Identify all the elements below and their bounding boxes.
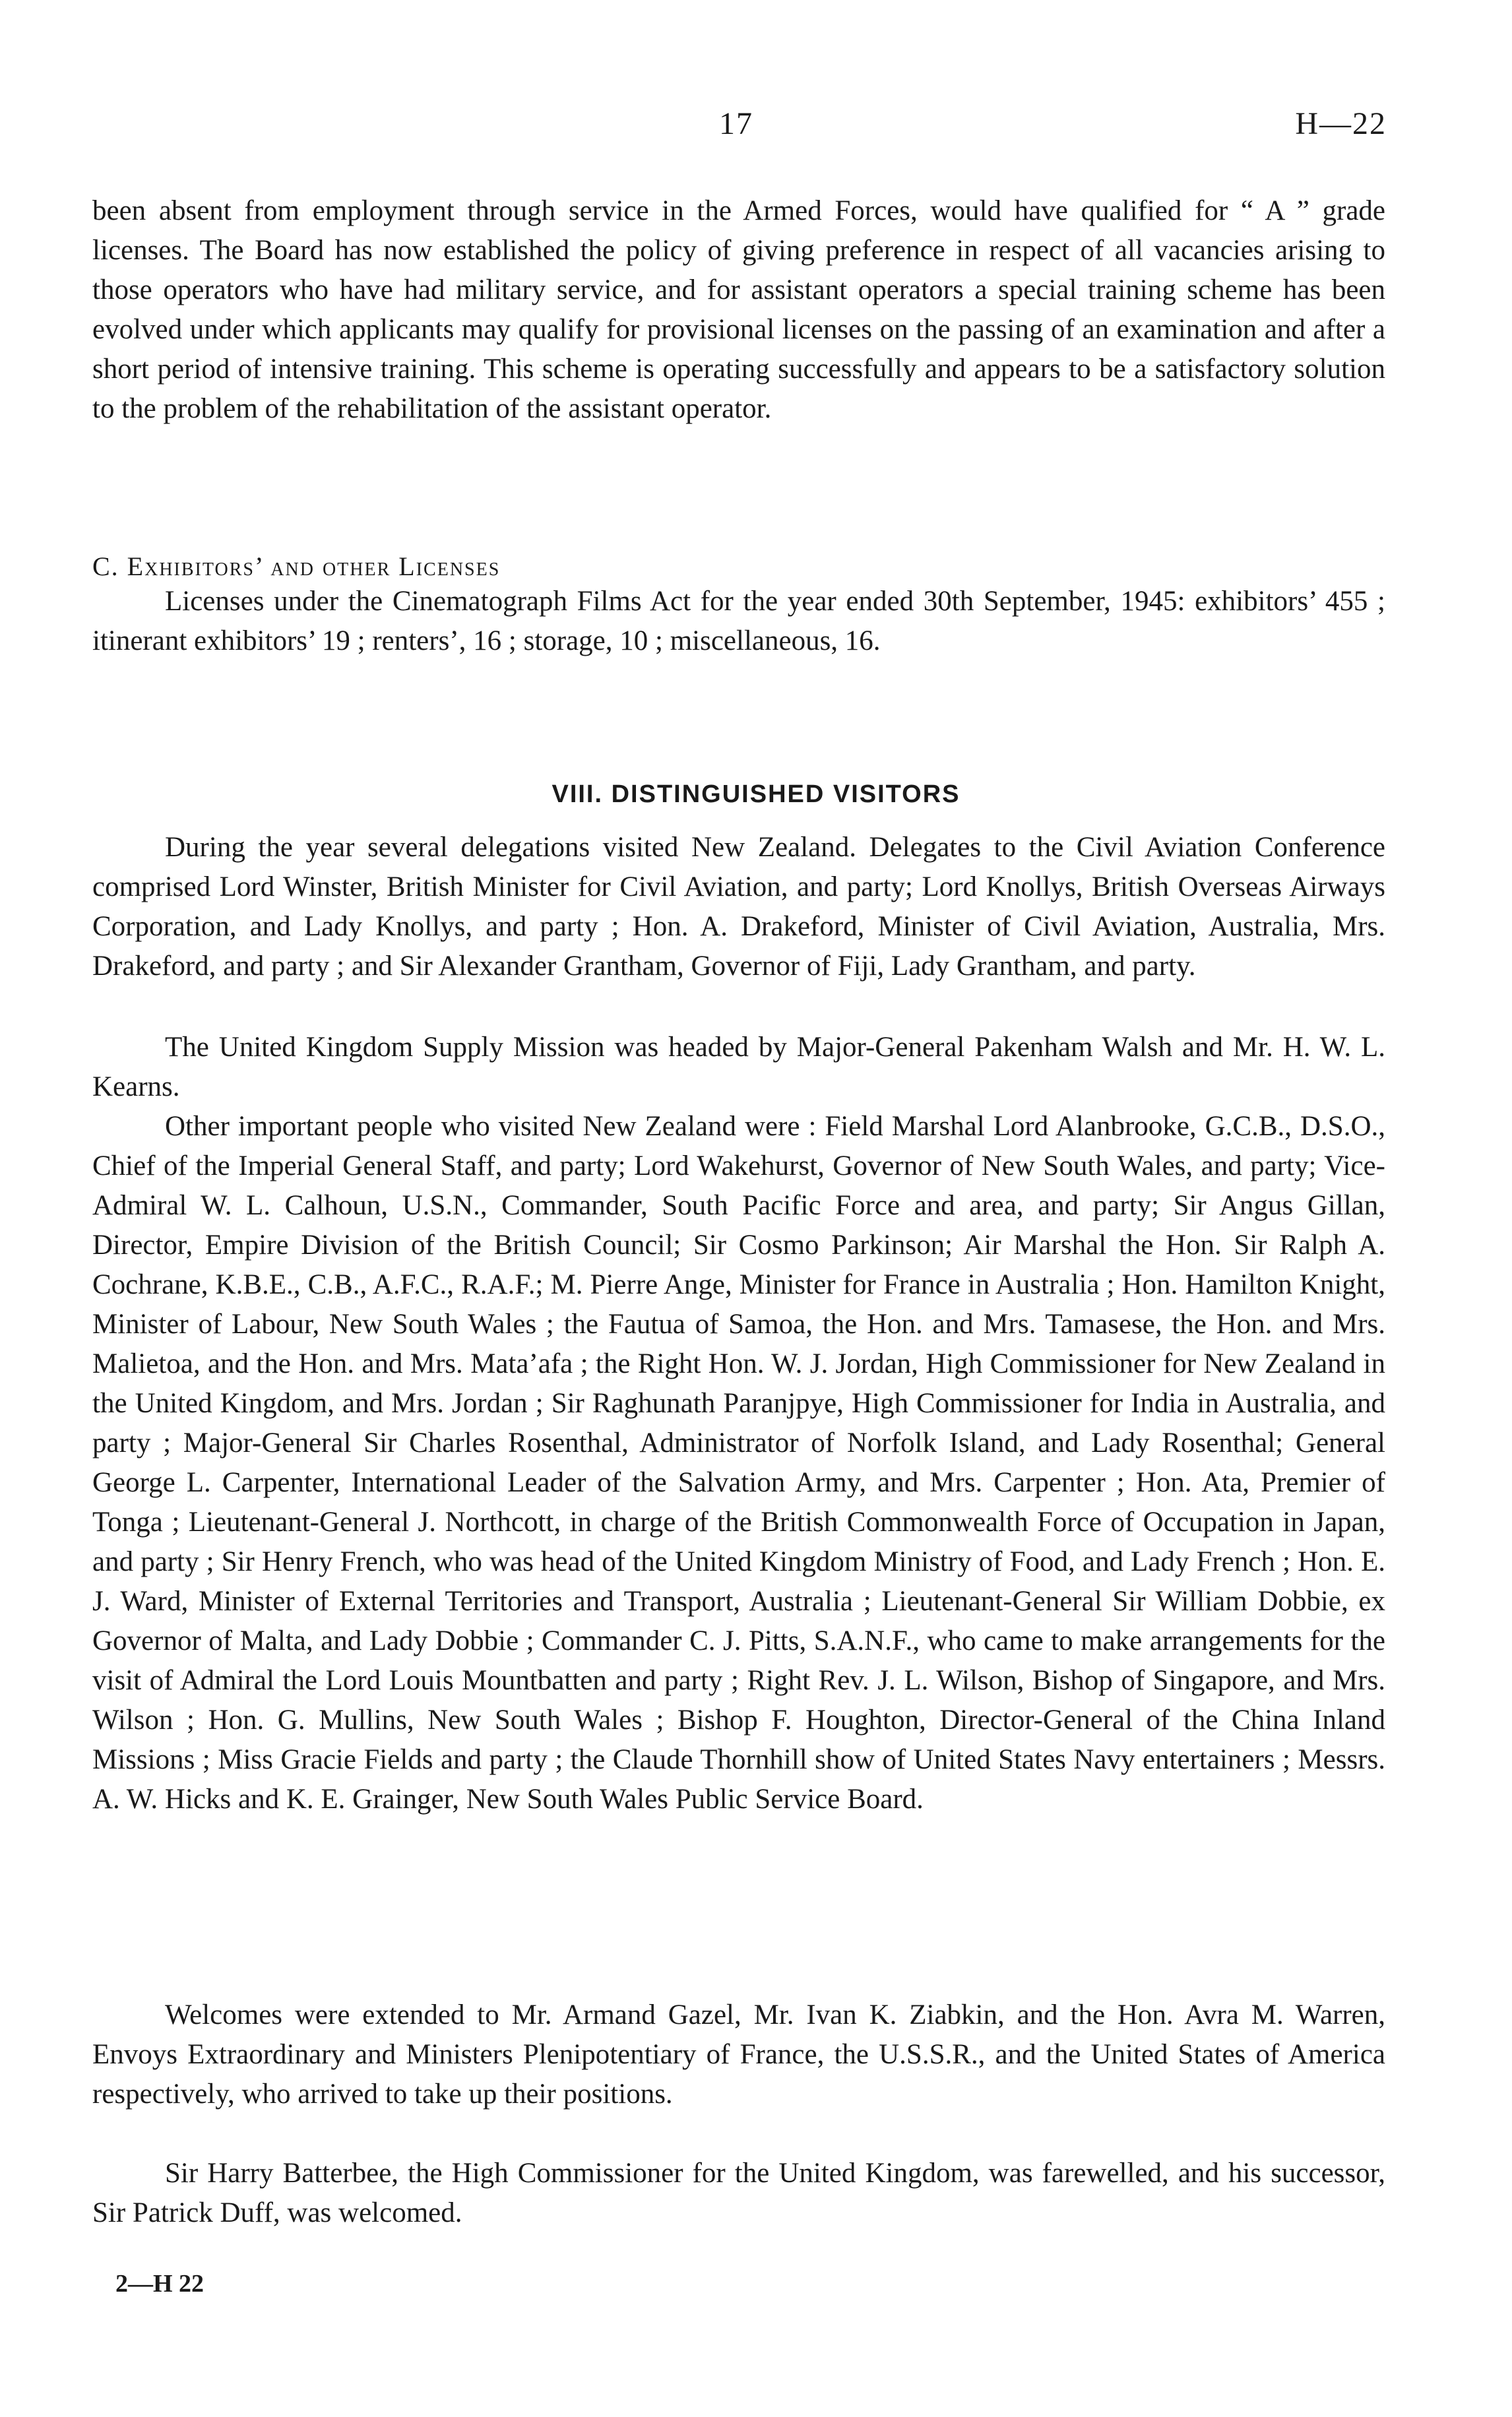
page-number: 17	[719, 106, 753, 141]
paragraph-supply-mission: The United Kingdom Supply Mission was headed by Major-General Pakenham Walsh and Mr. H. W. L. Kearns.	[92, 1032, 1385, 1102]
paragraph-farewell: Sir Harry Batterbee, the High Commissioner for the United Kingdom, was farewelled, and his successor, Sir Patrick Duff, was welcomed.	[92, 2158, 1385, 2228]
paragraph-licenses: Licenses under the Cinematograph Films Act for the year ended 30th September, 1945: exhibitors’ 455 ; itinerant exhibitors’ 19 ; renters’, 16 ; storage, 10 ; miscellaneous, 16.	[92, 586, 1385, 656]
paragraph-continuation: been absent from employment through service in the Armed Forces, would have qualified for “ A ” grade licenses. The Board has now established the policy of giving preference in respect of all vacancies arising to those operators who have had military service, and for assistant operators a special training scheme has been evolved under which applicants may qualify for provisional licenses on the passing of an examination and after a short period of intensive training. This scheme is operating successfully and appears to be a satisfactory solution to the problem of the rehabilitation of the assistant operator.	[92, 195, 1385, 424]
licenses-subheading: C. Exhibitors’ and other Licenses	[92, 551, 501, 581]
document-code: H—22	[1295, 106, 1387, 141]
printer-signature: 2—H 22	[115, 2270, 205, 2298]
paragraph-delegations: During the year several delegations visited New Zealand. Delegates to the Civil Aviation Conference comprised Lord Winster, British Minister for Civil Aviation, and party; Lord Knollys, British Overseas Airways Corporation, and Lady Knollys, and party ; Hon. A. Drakeford, Minister of Civil Aviation, Australia, Mrs. Drakeford, and party ; and Sir Alexander Grantham, Governor of Fiji, Lady Grantham, and party.	[92, 832, 1385, 982]
section-title: VIII. DISTINGUISHED VISITORS	[551, 780, 961, 808]
paragraph-welcomes: Welcomes were extended to Mr. Armand Gazel, Mr. Ivan K. Ziabkin, and the Hon. Avra M. Warren, Envoys Extraordinary and Ministers Plenipotentiary of France, the U.S.S.R., and the United States of America respectively, who arrived to take up their positions.	[92, 1999, 1385, 2110]
paragraph-other-visitors: Other important people who visited New Zealand were : Field Marshal Lord Alanbrooke, G.C.B., D.S.O., Chief of the Imperial General Staff, and party; Lord Wakehurst, Governor of New South Wales, and party; Vice-Admiral W. L. Calhoun, U.S.N., Commander, South Pacific Force and area, and party; Sir Angus Gillan, Director, Empire Division of the British Council; Sir Cosmo Parkinson; Air Marshal the Hon. Sir Ralph A. Cochrane, K.B.E., C.B., A.F.C., R.A.F.; M. Pierre Ange, Minister for France in Australia ; Hon. Hamilton Knight, Minister of Labour, New South Wales ; the Fautua of Samoa, the Hon. and Mrs. Tamasese, the Hon. and Mrs. Malietoa, and the Hon. and Mrs. Mata’afa ; the Right Hon. W. J. Jordan, High Commissioner for New Zealand in the United Kingdom, and Mrs. Jordan ; Sir Raghunath Paranjpye, High Commissioner for India in Australia, and party ; Major-General Sir Charles Rosenthal, Administrator of Norfolk Island, and Lady Rosenthal; General George L. Carpenter, International Leader of the Salvation Army, and Mrs. Carpenter ; Hon. Ata, Premier of Tonga ; Lieutenant-General J. Northcott, in charge of the British Commonwealth Force of Occupation in Japan, and party ; Sir Henry French, who was head of the United Kingdom Ministry of Food, and Lady French ; Hon. E. J. Ward, Minister of External Territories and Transport, Australia ; Lieutenant-General Sir William Dobbie, ex Governor of Malta, and Lady Dobbie ; Commander C. J. Pitts, S.A.N.F., who came to make arrangements for the visit of Admiral the Lord Louis Mountbatten and party ; Right Rev. J. L. Wilson, Bishop of Singapore, and Mrs. Wilson ; Hon. G. Mullins, New South Wales ; Bishop F. Houghton, Director-General of the China Inland Missions ; Miss Gracie Fields and party ; the Claude Thornhill show of United States Navy entertainers ; Messrs. A. W. Hicks and K. E. Grainger, New South Wales Public Service Board.	[92, 1111, 1385, 1815]
